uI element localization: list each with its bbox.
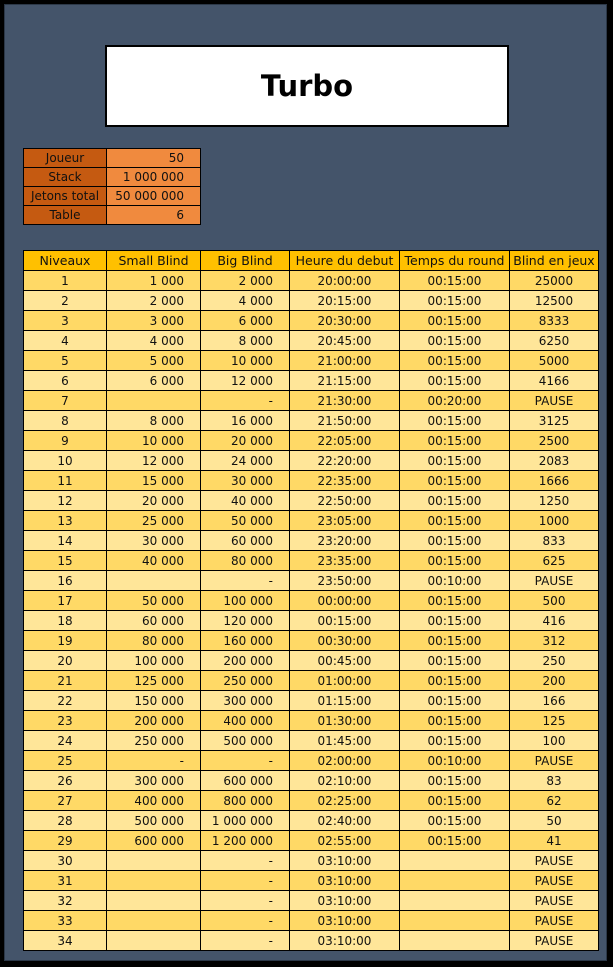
- cell-big-blind[interactable]: 30 000: [201, 471, 290, 491]
- cell-big-blind[interactable]: -: [201, 891, 290, 911]
- info-label[interactable]: Joueur: [24, 149, 107, 168]
- cell-big-blind[interactable]: -: [201, 931, 290, 951]
- cell-small-blind[interactable]: -: [107, 751, 201, 771]
- cell-big-blind[interactable]: 800 000: [201, 791, 290, 811]
- cell-temps-du-round[interactable]: 00:15:00: [400, 291, 510, 311]
- cell-temps-du-round[interactable]: 00:15:00: [400, 551, 510, 571]
- cell-niveaux[interactable]: 6: [24, 371, 107, 391]
- cell-temps-du-round[interactable]: 00:15:00: [400, 411, 510, 431]
- cell-niveaux[interactable]: 17: [24, 591, 107, 611]
- table-row: [24, 271, 599, 291]
- cell-heure-du-debut[interactable]: 00:45:00: [290, 651, 400, 671]
- cell-niveaux[interactable]: 11: [24, 471, 107, 491]
- cell-small-blind[interactable]: 4 000: [107, 331, 201, 351]
- cell-blind-en-jeux[interactable]: 100: [510, 731, 599, 751]
- cell-blind-en-jeux[interactable]: 6250: [510, 331, 599, 351]
- cell-big-blind[interactable]: 8 000: [201, 331, 290, 351]
- info-value[interactable]: 50 000 000: [107, 187, 201, 206]
- cell-temps-du-round[interactable]: 00:15:00: [400, 431, 510, 451]
- table-row: [24, 291, 599, 311]
- cell-temps-du-round[interactable]: 00:15:00: [400, 371, 510, 391]
- cell-blind-en-jeux[interactable]: 250: [510, 651, 599, 671]
- cell-niveaux[interactable]: 30: [24, 851, 107, 871]
- cell-temps-du-round[interactable]: 00:15:00: [400, 711, 510, 731]
- cell-small-blind[interactable]: 20 000: [107, 491, 201, 511]
- cell-big-blind[interactable]: 120 000: [201, 611, 290, 631]
- cell-blind-en-jeux[interactable]: 312: [510, 631, 599, 651]
- cell-blind-en-jeux[interactable]: PAUSE: [510, 911, 599, 931]
- cell-blind-en-jeux[interactable]: 8333: [510, 311, 599, 331]
- cell-niveaux[interactable]: 21: [24, 671, 107, 691]
- cell-heure-du-debut[interactable]: 21:30:00: [290, 391, 400, 411]
- cell-temps-du-round[interactable]: 00:15:00: [400, 771, 510, 791]
- cell-big-blind[interactable]: 600 000: [201, 771, 290, 791]
- cell-blind-en-jeux[interactable]: PAUSE: [510, 751, 599, 771]
- cell-niveaux[interactable]: 8: [24, 411, 107, 431]
- cell-heure-du-debut[interactable]: 21:15:00: [290, 371, 400, 391]
- cell-heure-du-debut[interactable]: 23:20:00: [290, 531, 400, 551]
- cell-big-blind[interactable]: 60 000: [201, 531, 290, 551]
- cell-small-blind[interactable]: 50 000: [107, 591, 201, 611]
- blind-levels-table: [23, 250, 599, 951]
- cell-blind-en-jeux[interactable]: 5000: [510, 351, 599, 371]
- cell-temps-du-round[interactable]: 00:15:00: [400, 331, 510, 351]
- table-row: [24, 871, 599, 891]
- cell-heure-du-debut[interactable]: 22:20:00: [290, 451, 400, 471]
- cell-blind-en-jeux[interactable]: 1250: [510, 491, 599, 511]
- table-row: [24, 631, 599, 651]
- cell-big-blind[interactable]: 250 000: [201, 671, 290, 691]
- table-row: [24, 751, 599, 771]
- cell-big-blind[interactable]: -: [201, 851, 290, 871]
- info-value[interactable]: 6: [107, 206, 201, 225]
- cell-niveaux[interactable]: 4: [24, 331, 107, 351]
- cell-blind-en-jeux[interactable]: 500: [510, 591, 599, 611]
- cell-blind-en-jeux[interactable]: 41: [510, 831, 599, 851]
- cell-big-blind[interactable]: 4 000: [201, 291, 290, 311]
- cell-small-blind[interactable]: 60 000: [107, 611, 201, 631]
- cell-heure-du-debut[interactable]: 03:10:00: [290, 851, 400, 871]
- cell-blind-en-jeux[interactable]: PAUSE: [510, 391, 599, 411]
- info-label[interactable]: Jetons total: [24, 187, 107, 206]
- cell-big-blind[interactable]: 10 000: [201, 351, 290, 371]
- cell-blind-en-jeux[interactable]: 2083: [510, 451, 599, 471]
- cell-temps-du-round[interactable]: 00:20:00: [400, 391, 510, 411]
- cell-small-blind[interactable]: 5 000: [107, 351, 201, 371]
- cell-niveaux[interactable]: 31: [24, 871, 107, 891]
- cell-niveaux[interactable]: 34: [24, 931, 107, 951]
- cell-big-blind[interactable]: 80 000: [201, 551, 290, 571]
- cell-niveaux[interactable]: 12: [24, 491, 107, 511]
- cell-temps-du-round[interactable]: [400, 931, 510, 951]
- cell-big-blind[interactable]: 50 000: [201, 511, 290, 531]
- cell-blind-en-jeux[interactable]: PAUSE: [510, 931, 599, 951]
- cell-temps-du-round[interactable]: 00:15:00: [400, 811, 510, 831]
- cell-heure-du-debut[interactable]: 03:10:00: [290, 891, 400, 911]
- cell-big-blind[interactable]: -: [201, 571, 290, 591]
- cell-heure-du-debut[interactable]: 01:00:00: [290, 671, 400, 691]
- cell-temps-du-round[interactable]: 00:15:00: [400, 651, 510, 671]
- page-title: Turbo: [260, 69, 354, 103]
- info-label[interactable]: Stack: [24, 168, 107, 187]
- table-row: [24, 331, 599, 351]
- cell-temps-du-round[interactable]: 00:15:00: [400, 731, 510, 751]
- cell-small-blind[interactable]: 400 000: [107, 791, 201, 811]
- cell-heure-du-debut[interactable]: 20:45:00: [290, 331, 400, 351]
- cell-small-blind[interactable]: 100 000: [107, 651, 201, 671]
- cell-heure-du-debut[interactable]: 23:50:00: [290, 571, 400, 591]
- cell-small-blind[interactable]: 3 000: [107, 311, 201, 331]
- cell-blind-en-jeux[interactable]: 125: [510, 711, 599, 731]
- cell-temps-du-round[interactable]: 00:15:00: [400, 351, 510, 371]
- cell-small-blind[interactable]: 8 000: [107, 411, 201, 431]
- table-row: [24, 351, 599, 371]
- cell-big-blind[interactable]: 40 000: [201, 491, 290, 511]
- cell-small-blind[interactable]: [107, 391, 201, 411]
- cell-temps-du-round[interactable]: [400, 871, 510, 891]
- cell-heure-du-debut[interactable]: 20:00:00: [290, 271, 400, 291]
- tournament-info-body: [24, 149, 201, 225]
- cell-blind-en-jeux[interactable]: 3125: [510, 411, 599, 431]
- column-header-small-blind[interactable]: Small Blind: [107, 251, 201, 271]
- cell-small-blind[interactable]: 2 000: [107, 291, 201, 311]
- cell-small-blind[interactable]: 125 000: [107, 671, 201, 691]
- cell-small-blind[interactable]: [107, 851, 201, 871]
- cell-blind-en-jeux[interactable]: 12500: [510, 291, 599, 311]
- cell-niveaux[interactable]: 20: [24, 651, 107, 671]
- cell-heure-du-debut[interactable]: 02:55:00: [290, 831, 400, 851]
- table-row: [24, 931, 599, 951]
- table-row: [24, 511, 599, 531]
- table-row: [24, 651, 599, 671]
- cell-temps-du-round[interactable]: 00:15:00: [400, 271, 510, 291]
- cell-big-blind[interactable]: 12 000: [201, 371, 290, 391]
- info-label[interactable]: Table: [24, 206, 107, 225]
- table-row: [24, 811, 599, 831]
- cell-niveaux[interactable]: 5: [24, 351, 107, 371]
- cell-small-blind[interactable]: 200 000: [107, 711, 201, 731]
- cell-heure-du-debut[interactable]: 01:30:00: [290, 711, 400, 731]
- cell-big-blind[interactable]: 300 000: [201, 691, 290, 711]
- cell-big-blind[interactable]: -: [201, 871, 290, 891]
- cell-niveaux[interactable]: 1: [24, 271, 107, 291]
- cell-temps-du-round[interactable]: 00:15:00: [400, 671, 510, 691]
- cell-niveaux[interactable]: 18: [24, 611, 107, 631]
- tournament-info-table: [23, 148, 201, 225]
- cell-small-blind[interactable]: 600 000: [107, 831, 201, 851]
- cell-big-blind[interactable]: 100 000: [201, 591, 290, 611]
- cell-small-blind[interactable]: 500 000: [107, 811, 201, 831]
- table-row: [24, 471, 599, 491]
- cell-small-blind[interactable]: 150 000: [107, 691, 201, 711]
- cell-heure-du-debut[interactable]: 00:30:00: [290, 631, 400, 651]
- cell-temps-du-round[interactable]: 00:15:00: [400, 491, 510, 511]
- table-row: [24, 671, 599, 691]
- cell-big-blind[interactable]: 20 000: [201, 431, 290, 451]
- cell-heure-du-debut[interactable]: 21:00:00: [290, 351, 400, 371]
- table-row: [24, 891, 599, 911]
- cell-temps-du-round[interactable]: 00:15:00: [400, 471, 510, 491]
- cell-heure-du-debut[interactable]: 02:40:00: [290, 811, 400, 831]
- cell-niveaux[interactable]: 24: [24, 731, 107, 751]
- cell-big-blind[interactable]: 16 000: [201, 411, 290, 431]
- cell-heure-du-debut[interactable]: 00:15:00: [290, 611, 400, 631]
- cell-temps-du-round[interactable]: 00:15:00: [400, 791, 510, 811]
- cell-niveaux[interactable]: 14: [24, 531, 107, 551]
- table-row: [24, 911, 599, 931]
- cell-blind-en-jeux[interactable]: PAUSE: [510, 851, 599, 871]
- cell-small-blind[interactable]: 12 000: [107, 451, 201, 471]
- cell-blind-en-jeux[interactable]: PAUSE: [510, 871, 599, 891]
- cell-niveaux[interactable]: 10: [24, 451, 107, 471]
- cell-niveaux[interactable]: 25: [24, 751, 107, 771]
- cell-heure-du-debut[interactable]: 02:10:00: [290, 771, 400, 791]
- cell-big-blind[interactable]: -: [201, 751, 290, 771]
- table-row: [24, 411, 599, 431]
- cell-small-blind[interactable]: 1 000: [107, 271, 201, 291]
- cell-blind-en-jeux[interactable]: 25000: [510, 271, 599, 291]
- cell-blind-en-jeux[interactable]: 1666: [510, 471, 599, 491]
- cell-blind-en-jeux[interactable]: 62: [510, 791, 599, 811]
- cell-small-blind[interactable]: 80 000: [107, 631, 201, 651]
- cell-heure-du-debut[interactable]: 20:15:00: [290, 291, 400, 311]
- cell-big-blind[interactable]: 2 000: [201, 271, 290, 291]
- cell-big-blind[interactable]: 500 000: [201, 731, 290, 751]
- cell-niveaux[interactable]: 9: [24, 431, 107, 451]
- table-row: [24, 771, 599, 791]
- cell-niveaux[interactable]: 33: [24, 911, 107, 931]
- cell-heure-du-debut[interactable]: 03:10:00: [290, 871, 400, 891]
- cell-temps-du-round[interactable]: [400, 911, 510, 931]
- column-header-big-blind[interactable]: Big Blind: [201, 251, 290, 271]
- cell-small-blind[interactable]: 6 000: [107, 371, 201, 391]
- spreadsheet-background: [4, 4, 607, 961]
- cell-temps-du-round[interactable]: 00:15:00: [400, 631, 510, 651]
- cell-small-blind[interactable]: [107, 911, 201, 931]
- cell-temps-du-round[interactable]: 00:15:00: [400, 831, 510, 851]
- cell-blind-en-jeux[interactable]: 1000: [510, 511, 599, 531]
- table-row: [24, 851, 599, 871]
- cell-small-blind[interactable]: 40 000: [107, 551, 201, 571]
- cell-heure-du-debut[interactable]: 20:30:00: [290, 311, 400, 331]
- table-row: [24, 531, 599, 551]
- cell-niveaux[interactable]: 23: [24, 711, 107, 731]
- cell-heure-du-debut[interactable]: 22:35:00: [290, 471, 400, 491]
- table-header-row: [24, 251, 599, 271]
- cell-small-blind[interactable]: [107, 931, 201, 951]
- cell-niveaux[interactable]: 22: [24, 691, 107, 711]
- cell-heure-du-debut[interactable]: 02:00:00: [290, 751, 400, 771]
- cell-heure-du-debut[interactable]: 02:25:00: [290, 791, 400, 811]
- cell-niveaux[interactable]: 3: [24, 311, 107, 331]
- cell-temps-du-round[interactable]: 00:15:00: [400, 311, 510, 331]
- cell-blind-en-jeux[interactable]: 200: [510, 671, 599, 691]
- column-header-blind-en-jeux[interactable]: Blind en jeux: [510, 251, 599, 271]
- cell-big-blind[interactable]: -: [201, 911, 290, 931]
- cell-temps-du-round[interactable]: 00:10:00: [400, 751, 510, 771]
- info-value[interactable]: 1 000 000: [107, 168, 201, 187]
- cell-niveaux[interactable]: 2: [24, 291, 107, 311]
- cell-niveaux[interactable]: 32: [24, 891, 107, 911]
- table-row: [24, 391, 599, 411]
- cell-heure-du-debut[interactable]: 23:35:00: [290, 551, 400, 571]
- table-row: [24, 731, 599, 751]
- cell-heure-du-debut[interactable]: 00:00:00: [290, 591, 400, 611]
- cell-niveaux[interactable]: 29: [24, 831, 107, 851]
- cell-heure-du-debut[interactable]: 01:45:00: [290, 731, 400, 751]
- cell-small-blind[interactable]: [107, 891, 201, 911]
- cell-temps-du-round[interactable]: [400, 891, 510, 911]
- cell-small-blind[interactable]: [107, 871, 201, 891]
- table-row: [24, 371, 599, 391]
- info-row: [24, 149, 201, 168]
- table-row: [24, 451, 599, 471]
- table-row: [24, 791, 599, 811]
- cell-heure-du-debut[interactable]: 22:05:00: [290, 431, 400, 451]
- info-row: [24, 206, 201, 225]
- cell-blind-en-jeux[interactable]: 416: [510, 611, 599, 631]
- table-row: [24, 311, 599, 331]
- cell-temps-du-round[interactable]: 00:10:00: [400, 571, 510, 591]
- cell-temps-du-round[interactable]: 00:15:00: [400, 511, 510, 531]
- info-row: [24, 168, 201, 187]
- cell-heure-du-debut[interactable]: 03:10:00: [290, 911, 400, 931]
- cell-niveaux[interactable]: 26: [24, 771, 107, 791]
- cell-niveaux[interactable]: 13: [24, 511, 107, 531]
- cell-niveaux[interactable]: 7: [24, 391, 107, 411]
- cell-big-blind[interactable]: 1 200 000: [201, 831, 290, 851]
- cell-blind-en-jeux[interactable]: 83: [510, 771, 599, 791]
- cell-temps-du-round[interactable]: 00:15:00: [400, 591, 510, 611]
- cell-small-blind[interactable]: 300 000: [107, 771, 201, 791]
- table-row: [24, 491, 599, 511]
- table-row: [24, 611, 599, 631]
- cell-small-blind[interactable]: [107, 571, 201, 591]
- cell-small-blind[interactable]: 25 000: [107, 511, 201, 531]
- cell-temps-du-round[interactable]: 00:15:00: [400, 531, 510, 551]
- table-row: [24, 571, 599, 591]
- table-row: [24, 711, 599, 731]
- table-row: [24, 551, 599, 571]
- cell-small-blind[interactable]: 30 000: [107, 531, 201, 551]
- cell-heure-du-debut[interactable]: 21:50:00: [290, 411, 400, 431]
- cell-big-blind[interactable]: 160 000: [201, 631, 290, 651]
- cell-blind-en-jeux[interactable]: PAUSE: [510, 571, 599, 591]
- cell-blind-en-jeux[interactable]: 2500: [510, 431, 599, 451]
- cell-heure-du-debut[interactable]: 01:15:00: [290, 691, 400, 711]
- cell-temps-du-round[interactable]: [400, 851, 510, 871]
- column-header-heure-du-debut[interactable]: Heure du debut: [290, 251, 400, 271]
- cell-niveaux[interactable]: 27: [24, 791, 107, 811]
- cell-big-blind[interactable]: -: [201, 391, 290, 411]
- info-value[interactable]: 50: [107, 149, 201, 168]
- cell-small-blind[interactable]: 250 000: [107, 731, 201, 751]
- info-row: [24, 187, 201, 206]
- cell-blind-en-jeux[interactable]: 4166: [510, 371, 599, 391]
- cell-niveaux[interactable]: 15: [24, 551, 107, 571]
- cell-heure-du-debut[interactable]: 22:50:00: [290, 491, 400, 511]
- cell-big-blind[interactable]: 24 000: [201, 451, 290, 471]
- table-row: [24, 431, 599, 451]
- cell-blind-en-jeux[interactable]: 625: [510, 551, 599, 571]
- table-row: [24, 691, 599, 711]
- cell-heure-du-debut[interactable]: 03:10:00: [290, 931, 400, 951]
- blind-levels-body: [24, 271, 599, 951]
- cell-niveaux[interactable]: 19: [24, 631, 107, 651]
- cell-blind-en-jeux[interactable]: 166: [510, 691, 599, 711]
- cell-blind-en-jeux[interactable]: 50: [510, 811, 599, 831]
- cell-big-blind[interactable]: 400 000: [201, 711, 290, 731]
- cell-niveaux[interactable]: 28: [24, 811, 107, 831]
- cell-big-blind[interactable]: 6 000: [201, 311, 290, 331]
- cell-temps-du-round[interactable]: 00:15:00: [400, 611, 510, 631]
- cell-big-blind[interactable]: 200 000: [201, 651, 290, 671]
- cell-blind-en-jeux[interactable]: 833: [510, 531, 599, 551]
- cell-temps-du-round[interactable]: 00:15:00: [400, 451, 510, 471]
- cell-temps-du-round[interactable]: 00:15:00: [400, 691, 510, 711]
- column-header-temps-du-round[interactable]: Temps du round: [400, 251, 510, 271]
- column-header-niveaux[interactable]: Niveaux: [24, 251, 107, 271]
- cell-niveaux[interactable]: 16: [24, 571, 107, 591]
- table-row: [24, 831, 599, 851]
- cell-blind-en-jeux[interactable]: PAUSE: [510, 891, 599, 911]
- table-row: [24, 591, 599, 611]
- title-box: [105, 45, 509, 127]
- cell-small-blind[interactable]: 15 000: [107, 471, 201, 491]
- cell-heure-du-debut[interactable]: 23:05:00: [290, 511, 400, 531]
- cell-small-blind[interactable]: 10 000: [107, 431, 201, 451]
- cell-big-blind[interactable]: 1 000 000: [201, 811, 290, 831]
